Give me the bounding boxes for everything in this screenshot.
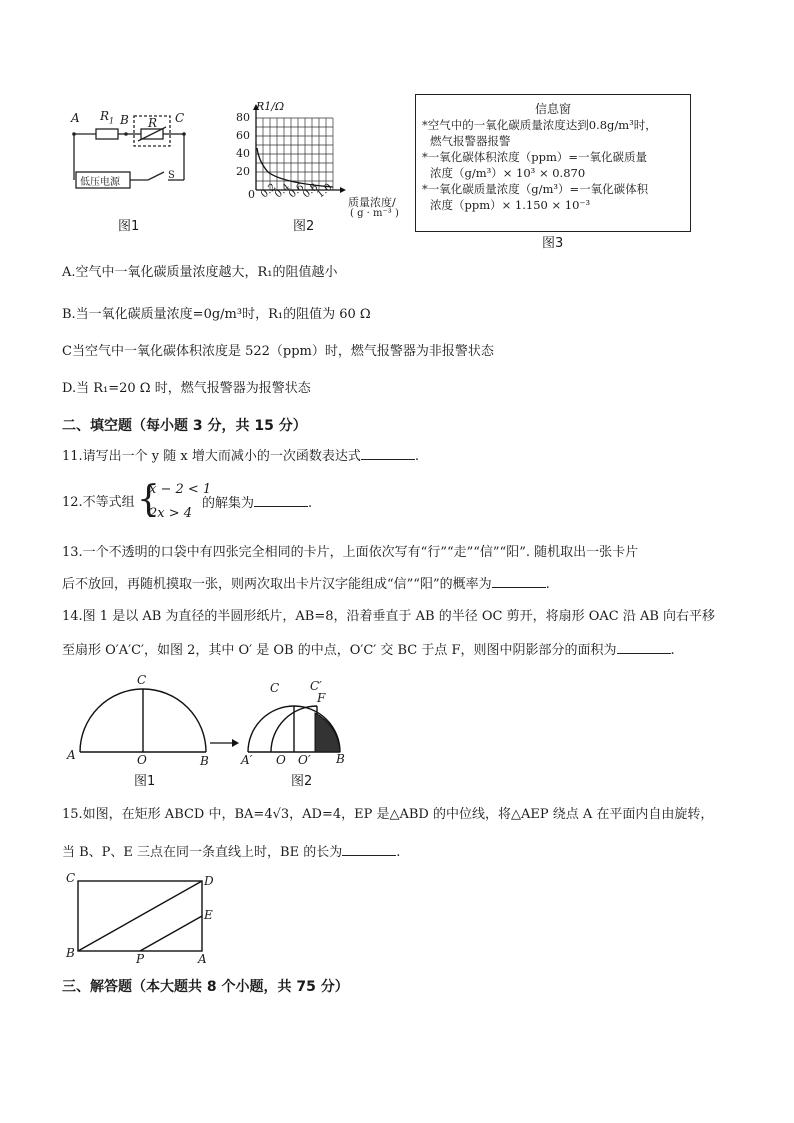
question-15-line-2 (62, 843, 400, 862)
question-13-line-1: 13.一个不透明的口袋中有四张完全相同的卡片，上面依次写有“行”“走”“信”“阳”. 随机取出一张卡片 (62, 545, 639, 560)
q14-fig2-label-C-prime: C′ (310, 679, 322, 693)
q14-figure-1 (64, 672, 214, 788)
graph-ytick-20: 20 (236, 165, 250, 178)
q11-answer-blank[interactable] (361, 447, 415, 460)
q14-fig1-caption: 图1 (134, 774, 156, 789)
option-D: D.当 R₁=20 Ω 时，燃气报警器为报警状态 (62, 381, 311, 396)
q14-fig2-label-F: F (317, 691, 326, 705)
info-line-1: *空气中的一氧化碳质量浓度达到0.8g/m³时， (422, 118, 657, 132)
q15-figure (62, 870, 224, 966)
q12-prefix: 12.不等式组 (62, 495, 135, 510)
graph-ytick-60: 60 (236, 129, 250, 142)
option-A: A.空气中一氧化碳质量浓度越大，R₁的阻值越小 (62, 265, 338, 280)
question-14-line-2 (62, 641, 675, 660)
graph-xtick-0.6: 0.6 (287, 181, 307, 201)
q14-end: . (670, 643, 675, 658)
circuit-label-C: C (175, 111, 185, 125)
circuit-label-R1: $R_1$ (100, 109, 115, 126)
q14-fig1-label-A: A (67, 748, 76, 762)
info-title: 信息窗 (534, 102, 571, 116)
graph-x-label-line2: ( g · m⁻³ ) (350, 208, 399, 219)
q12-inequality-1: x − 2 < 1 (149, 482, 212, 497)
q15-answer-blank[interactable] (342, 843, 396, 856)
q15-label-P: P (136, 952, 145, 966)
graph-xtick-0: 0 (248, 188, 255, 201)
figure-1-circuit (68, 108, 198, 192)
q15-label-A: A (198, 952, 207, 966)
graph-x-label-line1: 质量浓度/ (348, 196, 396, 209)
figure-2-caption: 图2 (293, 219, 315, 234)
graph-y-label: R1/Ω (256, 100, 285, 113)
q15-label-D: D (204, 874, 214, 888)
figure-1-caption: 图1 (118, 219, 140, 234)
q12-inequality-2: 2x > 4 (149, 506, 193, 521)
q13-end: . (545, 577, 550, 592)
q15-line-2-text: 当 B、P、E 三点在同一条直线上时，BE 的长为 (62, 845, 343, 860)
question-11 (62, 447, 419, 466)
q12-end: . (308, 496, 313, 511)
info-line-6: 浓度（ppm）× 1.150 × 10⁻³ (430, 198, 591, 212)
circuit-switch-label: S (168, 170, 175, 181)
q14-fig2-label-B: B (336, 752, 345, 766)
section-2-heading: 二、填空题（每小题 3 分，共 15 分） (62, 418, 307, 434)
figure-2-graph (230, 100, 410, 220)
q14-fig2-label-O: O (276, 753, 286, 767)
circuit-label-R: R (148, 116, 158, 130)
q15-label-E: E (204, 908, 213, 922)
graph-ytick-40: 40 (236, 147, 250, 160)
circuit-label-A: A (71, 111, 80, 125)
figure-3-caption: 图3 (542, 236, 564, 251)
question-14-line-1: 14.图 1 是以 AB 为直径的半圆形纸片，AB=8，沿着垂直于 AB 的半径 OC 剪开，将扇形 OAC 沿 AB 向右平移 (62, 609, 716, 624)
option-B: B.当一氧化碳质量浓度=0g/m³时，R₁的阻值为 60 Ω (62, 307, 371, 322)
graph-xtick-0.4: 0.4 (273, 181, 293, 201)
circuit-label-B: B (120, 113, 129, 127)
graph-xtick-0.2: 0.2 (259, 181, 279, 201)
graph-xtick-0.8: 0.8 (301, 181, 321, 201)
q14-fig2-label-C: C (270, 681, 280, 695)
q14-fig2-label-A-prime: A′ (241, 753, 253, 767)
option-C: C当空气中一氧化碳体积浓度是 522（ppm）时，燃气报警器为非报警状态 (62, 344, 494, 359)
q12-answer-blank[interactable] (254, 494, 308, 507)
graph-ytick-80: 80 (236, 111, 250, 124)
section-3-heading: 三、解答题（本大题共 8 个小题，共 75 分） (62, 979, 349, 995)
circuit-power-supply: 低压电源 (80, 177, 120, 188)
q11-end: . (414, 449, 420, 464)
info-line-5: *一氧化碳质量浓度（g/m³）=一氧化碳体积 (422, 182, 649, 196)
q14-figure-2 (236, 672, 356, 788)
q14-fig2-label-O-prime: O′ (298, 753, 311, 767)
q14-answer-blank[interactable] (617, 641, 671, 654)
question-13-line-2 (62, 575, 550, 594)
info-line-2: 燃气报警器报警 (430, 134, 511, 148)
q14-fig1-label-C: C (137, 673, 147, 687)
info-window (415, 94, 691, 232)
q12-suffix: 的解集为 (202, 496, 255, 511)
q13-answer-blank[interactable] (492, 575, 546, 588)
q15-label-C: C (66, 871, 76, 885)
q14-fig1-label-O: O (137, 753, 147, 767)
info-line-4: 浓度（g/m³）× 10³ × 0.870 (430, 166, 586, 180)
graph-xtick-1.0: 1.0 (315, 181, 335, 201)
q15-end: . (396, 845, 401, 860)
q14-fig1-label-B: B (200, 754, 209, 768)
q12-brace: { (137, 479, 160, 520)
q14-line-2-text: 至扇形 O′A′C′，如图 2，其中 O′ 是 OB 的中点，O′C′ 交 BC 于点 F，则图中阴影部分的面积为 (62, 643, 617, 658)
question-15-line-1: 15.如图，在矩形 ABCD 中，BA=4√3，AD=4，EP 是△ABD 的中位线，将△AEP 绕点 A 在平面内自由旋转， (62, 807, 714, 822)
q11-text: 11.请写出一个 y 随 x 增大而减小的一次函数表达式 (62, 449, 361, 464)
q13-line-2-text: 后不放回，再随机摸取一张，则两次取出卡片汉字能组成“信”“阳”的概率为 (62, 577, 492, 592)
info-line-3: *一氧化碳体积浓度（ppm）=一氧化碳质量 (422, 150, 648, 164)
q14-fig2-caption: 图2 (291, 774, 313, 789)
q15-label-B: B (66, 946, 75, 960)
